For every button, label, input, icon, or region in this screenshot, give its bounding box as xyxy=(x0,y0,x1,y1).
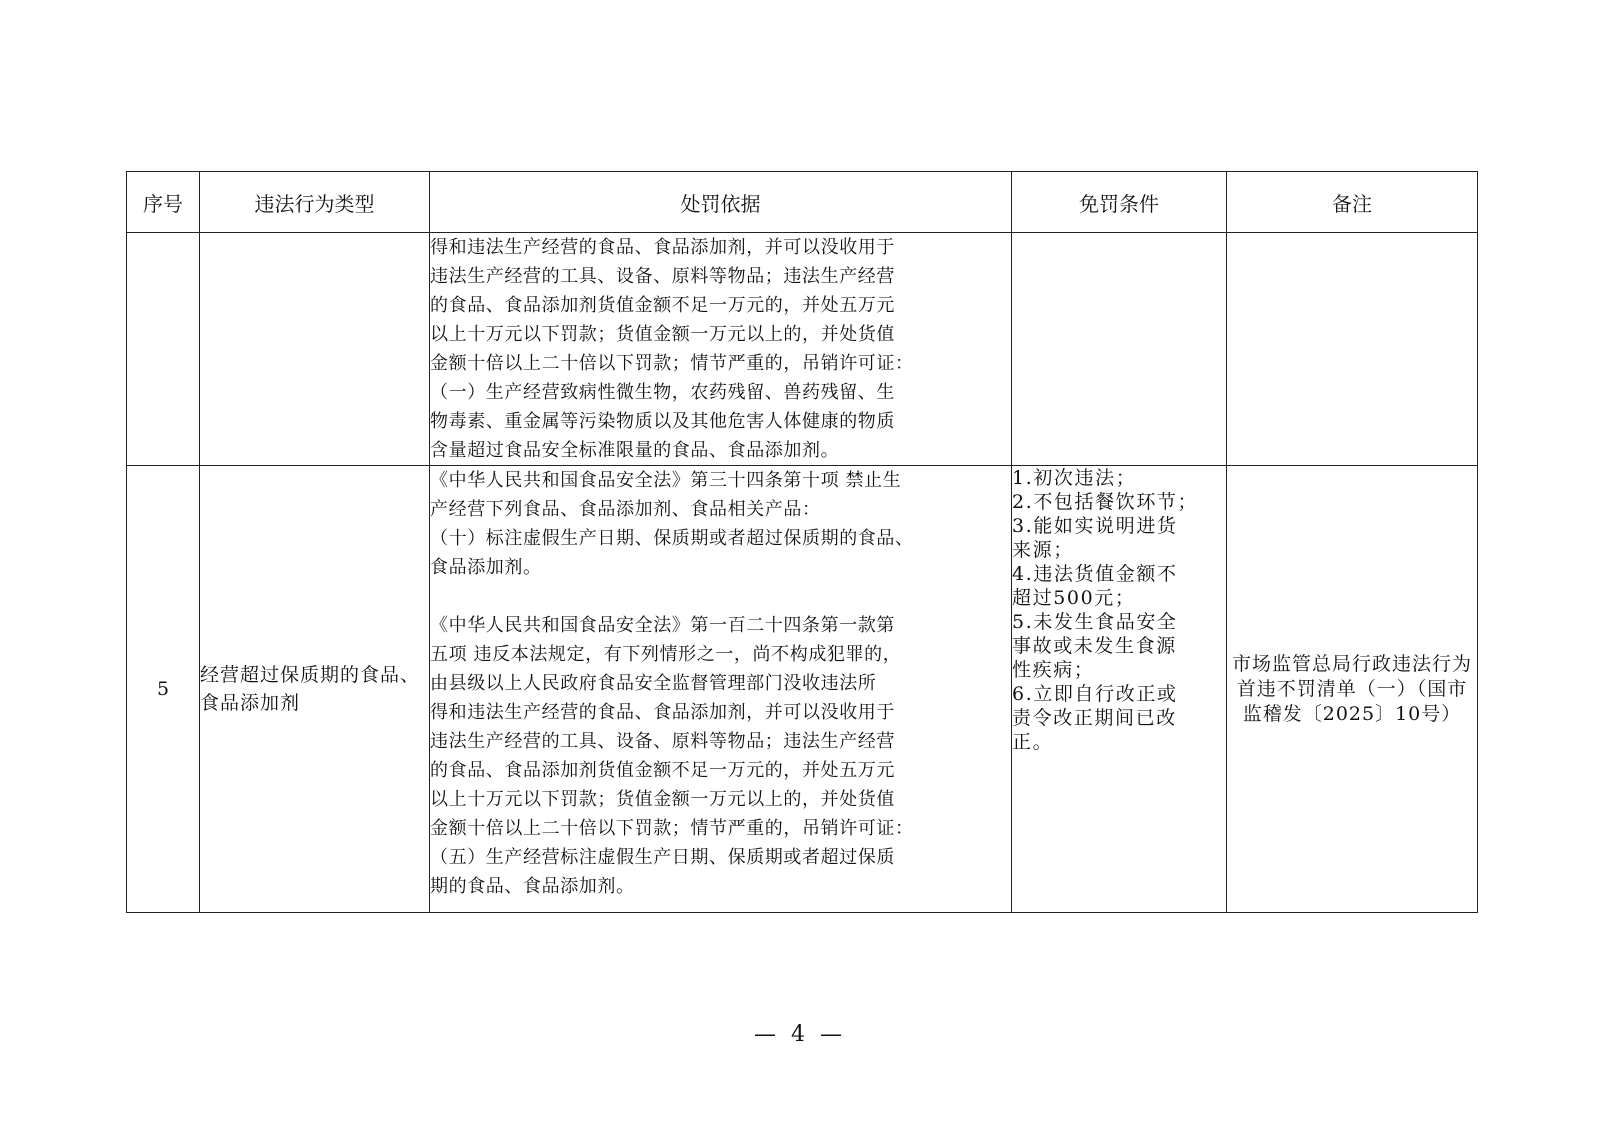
row-violation-type xyxy=(200,233,430,466)
basis-line: 期的食品、食品添加剂。 xyxy=(430,876,635,897)
basis-line: 产经营下列食品、食品添加剂、食品相关产品： xyxy=(430,499,821,520)
basis-line: 以上十万元以下罚款；货值金额一万元以上的，并处货值 xyxy=(430,324,895,345)
header-penalty-basis: 处罚依据 xyxy=(430,172,1012,233)
header-exemption-conditions: 免罚条件 xyxy=(1012,172,1227,233)
exemption-line: 3.能如实说明进货 xyxy=(1012,515,1178,537)
basis-line: 的食品、食品添加剂货值金额不足一万元的，并处五万元 xyxy=(430,295,895,316)
row-penalty-basis xyxy=(430,466,1012,913)
basis-line: 得和违法生产经营的食品、食品添加剂，并可以没收用于 xyxy=(430,702,895,723)
header-violation-type: 违法行为类型 xyxy=(200,172,430,233)
exemption-line: 超过500元； xyxy=(1012,587,1136,609)
basis-line: 得和违法生产经营的食品、食品添加剂，并可以没收用于 xyxy=(430,237,895,258)
basis-line: 金额十倍以上二十倍以下罚款；情节严重的，吊销许可证： xyxy=(430,353,914,374)
row-exemption-conditions xyxy=(1012,466,1227,913)
basis-line: 以上十万元以下罚款；货值金额一万元以上的，并处货值 xyxy=(430,789,895,810)
page-number: — 4 — xyxy=(754,1022,846,1047)
exemption-line: 来源； xyxy=(1012,539,1074,561)
basis-line: 《中华人民共和国食品安全法》第一百二十四条第一款第 xyxy=(430,615,895,636)
exemption-line: 性疾病； xyxy=(1012,659,1095,681)
exemption-line: 5.未发生食品安全 xyxy=(1012,611,1178,633)
header-serial-number: 序号 xyxy=(127,172,200,233)
penalty-exemption-table xyxy=(126,171,1478,913)
row-remarks xyxy=(1227,233,1478,466)
exemption-line: 4.违法货值金额不 xyxy=(1012,563,1178,585)
basis-line: （十）标注虚假生产日期、保质期或者超过保质期的食品、 xyxy=(430,528,914,549)
exemption-line: 6.立即自行改正或 xyxy=(1012,683,1178,705)
row-serial-number xyxy=(127,233,200,466)
basis-line: 含量超过食品安全标准限量的食品、食品添加剂。 xyxy=(430,440,840,461)
basis-line: 物毒素、重金属等污染物质以及其他危害人体健康的物质 xyxy=(430,411,895,432)
row-penalty-basis xyxy=(430,233,1012,466)
basis-line: 食品添加剂。 xyxy=(430,557,542,578)
row-exemption-conditions xyxy=(1012,233,1227,466)
table-header-row xyxy=(127,172,1478,233)
exemption-line: 事故或未发生食源 xyxy=(1012,635,1177,657)
exemption-line: 正。 xyxy=(1012,731,1054,753)
row-remarks: 市场监管总局行政违法行为首违不罚清单（一）（国市监稽发〔2025〕10号） xyxy=(1227,466,1478,913)
basis-line: 五项 违反本法规定，有下列情形之一，尚不构成犯罪的， xyxy=(430,644,902,665)
table-row-continued xyxy=(127,233,1478,466)
basis-line: 违法生产经营的工具、设备、原料等物品；违法生产经营 xyxy=(430,266,895,287)
exemption-line: 1.初次违法； xyxy=(1012,467,1137,489)
basis-line: 的食品、食品添加剂货值金额不足一万元的，并处五万元 xyxy=(430,760,895,781)
basis-line: （五）生产经营标注虚假生产日期、保质期或者超过保质 xyxy=(430,847,895,868)
header-remarks: 备注 xyxy=(1227,172,1478,233)
row-violation-type: 经营超过保质期的食品、食品添加剂 xyxy=(200,466,430,913)
basis-line: （一）生产经营致病性微生物，农药残留、兽药残留、生 xyxy=(430,382,895,403)
exemption-line: 2.不包括餐饮环节； xyxy=(1012,491,1199,513)
basis-line: 违法生产经营的工具、设备、原料等物品；违法生产经营 xyxy=(430,731,895,752)
exemption-line: 责令改正期间已改 xyxy=(1012,707,1177,729)
basis-line: 《中华人民共和国食品安全法》第三十四条第十项 禁止生 xyxy=(430,470,902,491)
row-serial-number: 5 xyxy=(127,466,200,913)
basis-line: 金额十倍以上二十倍以下罚款；情节严重的，吊销许可证： xyxy=(430,818,914,839)
basis-line: 由县级以上人民政府食品安全监督管理部门没收违法所 xyxy=(430,673,877,694)
basis-spacer xyxy=(430,582,1011,611)
table-row-5 xyxy=(127,466,1478,913)
